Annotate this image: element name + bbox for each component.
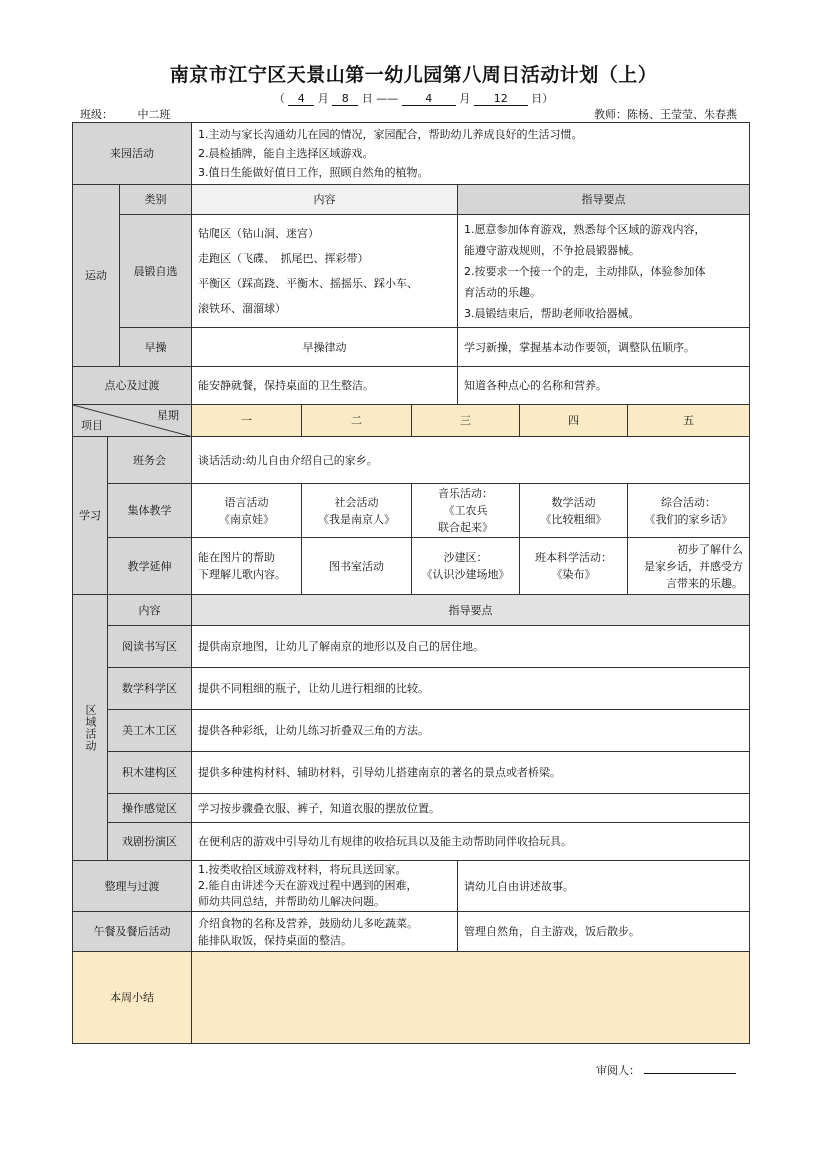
ext-item-mon: [192, 538, 302, 595]
week-corner-cell: [73, 405, 192, 437]
group-item-tue: [302, 484, 412, 538]
lunch-line: 能排队取饭，保持桌面的整洁。: [198, 933, 352, 947]
group-item-thu: [520, 484, 628, 538]
end-day: 12: [474, 93, 528, 106]
morning-content-line: 平衡区（踩高跷、平衡木、摇摇乐、踩小车、: [198, 277, 418, 290]
tidy-label: 整理与过渡: [73, 861, 192, 912]
weekday-2: 二: [302, 405, 412, 437]
morning-guidance-line: 3.晨锻结束后，帮助老师收拾器械。: [464, 306, 640, 320]
ext-item-line: 沙建区：: [443, 551, 488, 564]
morning-exercise-label: 晨锻自选: [120, 215, 192, 328]
tidy-line: 师幼共同总结，并帮助幼儿解决问题。: [198, 895, 385, 908]
morning-guidance-line: 能遵守游戏规则，不争抢晨锻器械。: [464, 243, 640, 257]
tidy-guidance: 请幼儿自由讲述故事。: [458, 861, 750, 912]
exercise-guidance: 学习新操，掌握基本动作要领，调整队伍顺序。: [458, 328, 750, 367]
area-name: 美工木工区: [108, 710, 192, 752]
group-item-mon: [192, 484, 302, 538]
ext-item-fri: [628, 538, 750, 595]
area-guidance: 提供各种彩纸，让幼儿练习折叠双三角的方法。: [192, 710, 750, 752]
lunch-line: 介绍食物的名称及营养，鼓励幼儿多吃蔬菜。: [198, 916, 418, 930]
ext-item-line: 能在图片的帮助: [198, 551, 275, 564]
group-item-line: 《南京娃》: [219, 512, 274, 526]
morning-guidance-line: 育活动的乐趣。: [464, 285, 541, 299]
lunch-guidance: 管理自然角，自主游戏，饭后散步。: [458, 912, 750, 952]
ext-item-line: 图书室活动: [329, 559, 384, 573]
day-label: 日: [361, 92, 373, 105]
summary-label: 本周小结: [73, 952, 192, 1044]
month-label-2: 月: [459, 92, 471, 105]
arrival-line: 3.值日生能做好值日工作，照顾自然角的植物。: [198, 166, 429, 179]
arrival-content: [192, 123, 750, 185]
ext-item-line: 是家乡话，并感受方: [644, 559, 743, 573]
weekday-3: 三: [412, 405, 520, 437]
ext-item-line: 下理解儿歌内容。: [198, 568, 286, 581]
teacher-value: 陈杨、王莹莹、朱春燕: [627, 108, 737, 121]
week-corner-top: 星期: [157, 409, 179, 422]
date-close: 日）: [531, 92, 554, 105]
reviewer-line: [596, 1062, 736, 1078]
group-item-line: 综合活动：: [661, 495, 716, 509]
sports-label: 运动: [73, 185, 120, 367]
tidy-line: 2.能自由讲述今天在游戏过程中遇到的困难，: [198, 879, 418, 892]
arrival-line: 1.主动与家长沟通幼儿在园的情况，家园配合，帮助幼儿养成良好的生活习惯。: [198, 128, 583, 141]
lunch-label: 午餐及餐后活动: [73, 912, 192, 952]
morning-exercise-guidance: [458, 215, 750, 328]
group-item-wed: [412, 484, 520, 538]
group-item-line: 《我们的家乡话》: [644, 512, 733, 526]
snack-content: 能安静就餐，保持桌面的卫生整洁。: [192, 367, 458, 405]
ext-item-line: 《认识沙建场地》: [421, 568, 510, 581]
ext-item-thu: [520, 538, 628, 595]
talk-content: 谈话活动:幼儿自由介绍自己的家乡。: [192, 437, 750, 484]
class-value: 中二班: [113, 106, 195, 123]
arrival-line: 2.晨检插牌，能自主选择区域游戏。: [198, 147, 374, 160]
group-item-line: 语言活动: [224, 495, 269, 509]
tidy-line: 1.按类收拾区域游戏材料，将玩具送回家。: [198, 863, 407, 876]
group-item-line: 《工农兵: [443, 504, 488, 517]
ext-item-wed: [412, 538, 520, 595]
group-item-line: 音乐活动：: [438, 487, 493, 500]
start-month: 4: [288, 93, 314, 106]
teacher-label: 教师：: [594, 108, 627, 121]
teacher-line: [594, 106, 737, 122]
morning-content-line: 走跑区（飞碟、 抓尾巴、挥彩带）: [198, 252, 369, 265]
arrival-label: 来园活动: [73, 123, 192, 185]
group-item-line: 联合起来》: [438, 521, 493, 534]
exercise-label: 早操: [120, 328, 192, 367]
area-name: 戏剧扮演区: [108, 823, 192, 861]
area-name: 操作感觉区: [108, 794, 192, 823]
area-name: 积木建构区: [108, 752, 192, 794]
date-range: [0, 90, 827, 106]
morning-guidance-line: 1.愿意参加体育游戏，熟悉每个区域的游戏内容，: [464, 222, 706, 236]
sports-col-guidance: 指导要点: [458, 185, 750, 215]
area-name: 数学科学区: [108, 668, 192, 710]
area-activity-label: [73, 595, 108, 861]
end-month: 4: [402, 93, 456, 106]
group-item-line: 《我是南京人》: [318, 512, 395, 526]
morning-guidance-line: 2.按要求一个接一个的走，主动排队，体验参加体: [464, 264, 706, 278]
ext-item-line: 初步了解什么: [677, 542, 743, 556]
ext-item-tue: [302, 538, 412, 595]
tidy-content: [192, 861, 458, 912]
ext-item-line: 《染布》: [551, 568, 596, 581]
morning-exercise-content: [192, 215, 458, 328]
date-open-paren: （: [273, 92, 285, 105]
morning-content-line: 滚铁环、溜溜球）: [198, 302, 286, 315]
area-guidance: 提供多种建构材料、辅助材料，引导幼儿搭建南京的著名的景点或者桥梁。: [192, 752, 750, 794]
page-title: 南京市江宁区天景山第一幼儿园第八周日活动计划（上）: [169, 64, 658, 86]
sports-col-category: 类别: [120, 185, 192, 215]
activity-plan-table: [72, 122, 750, 1044]
areas-col-guidance: 指导要点: [192, 595, 750, 626]
ext-item-line: 班本科学活动：: [535, 551, 612, 564]
month-label-1: 月: [317, 92, 329, 105]
class-line: [80, 106, 195, 123]
weekday-4: 四: [520, 405, 628, 437]
snack-guidance: 知道各种点心的名称和营养。: [458, 367, 750, 405]
learning-label: 学习: [73, 437, 108, 595]
summary-content[interactable]: [192, 952, 750, 1044]
group-item-line: 《比较粗细》: [540, 512, 607, 526]
snack-label: 点心及过渡: [73, 367, 192, 405]
area-activity-label-text: 区域活动: [84, 703, 97, 752]
reviewer-signature-field[interactable]: [644, 1073, 736, 1074]
sports-col-content: 内容: [192, 185, 458, 215]
areas-col-content: 内容: [108, 595, 192, 626]
exercise-content: 早操律动: [192, 328, 458, 367]
reviewer-label: 审阅人：: [596, 1064, 640, 1077]
area-guidance: 学习按步骤叠衣服、裤子，知道衣服的摆放位置。: [192, 794, 750, 823]
teaching-extension-label: 教学延伸: [108, 538, 192, 595]
weekday-5: 五: [628, 405, 750, 437]
group-item-fri: [628, 484, 750, 538]
class-label: 班级：: [80, 108, 113, 121]
lunch-content: [192, 912, 458, 952]
group-item-line: 社会活动: [334, 495, 379, 509]
group-item-line: 数学活动: [551, 495, 596, 509]
date-dash: ——: [376, 92, 399, 105]
week-corner-bottom: 项目: [81, 419, 103, 432]
start-day: 8: [332, 93, 358, 106]
area-name: 阅读书写区: [108, 626, 192, 668]
area-guidance: 提供不同粗细的瓶子，让幼儿进行粗细的比较。: [192, 668, 750, 710]
morning-content-line: 钻爬区（钻山洞、迷宫）: [198, 227, 319, 240]
group-teaching-label: 集体教学: [108, 484, 192, 538]
talk-label: 班务会: [108, 437, 192, 484]
area-guidance: 在便利店的游戏中引导幼儿有规律的收拾玩具以及能主动帮助同伴收拾玩具。: [192, 823, 750, 861]
ext-item-line: 言带来的乐趣。: [666, 576, 743, 590]
weekday-1: 一: [192, 405, 302, 437]
area-guidance: 提供南京地图，让幼儿了解南京的地形以及自己的居住地。: [192, 626, 750, 668]
